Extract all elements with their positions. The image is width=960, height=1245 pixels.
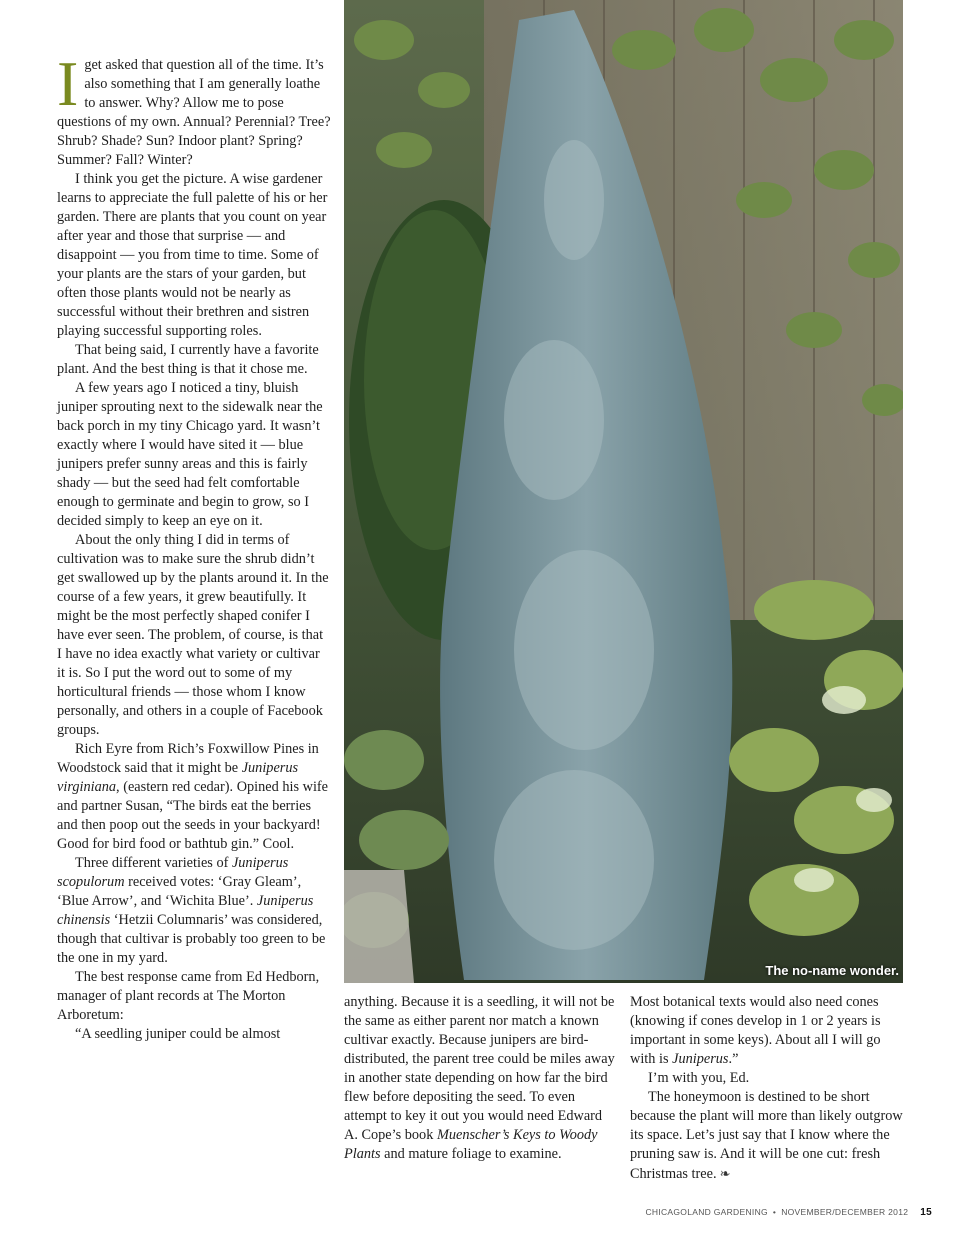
juniper-photo	[344, 0, 903, 983]
photo-caption: The no-name wonder.	[765, 963, 899, 978]
footer-separator: •	[772, 1207, 777, 1217]
page-number: 15	[920, 1207, 932, 1218]
paragraph-best-response: The best response came from Ed Hedborn, manager of plant records at The Morton Arboretum:	[57, 969, 320, 1023]
paragraph-palette: I think you get the picture. A wise gardener learns to appreciate the full palette of his or her garden. There are plants that you count on year after year and those that surprise — and disappoint — you from time to time. Some of your plants are the stars of your garden, but often those plants would not be nearly as successful without their brethren and sistren playing successful supporting roles.	[57, 171, 328, 339]
paragraph-few-years: A few years ago I noticed a tiny, bluish juniper sprouting next to the sidewalk near the back porch in my tiny Chicago yard. It wasn’t exactly where I would have sited it — blue junipers prefer sunny areas and this is fairly shady — but the seed had felt comfortable enough to germinate and begin to grow, so I decided simply to keep an eye on it.	[57, 380, 323, 529]
paragraph-quote-start: “A seedling juniper could be almost	[75, 1026, 281, 1042]
paragraph-rich-eyre: Rich Eyre from Rich’s Foxwillow Pines in Woodstock said that it might be Juniperus virginiana, (eastern red cedar). Opined his wife and partner Susan, “The birds eat the berries and then poop out the seeds in your backyard! Good for bird food or bathtub gin.” Cool.	[57, 741, 329, 852]
paragraph-quote-continued: anything. Because it is a seedling, it will not be the same as either parent nor match a known cultivar exactly. Because junipers are bird-distributed, the parent tree could be miles away in another state depending on how far the bird flew before depositing the seed. To even attempt to key it out you would need Edward A. Cope’s book Muenscher’s Keys to Woody Plants and mature foliage to examine.	[344, 994, 615, 1162]
article-column-3	[630, 993, 903, 1184]
paragraph-honeymoon: The honeymoon is destined to be short because the plant will more than likely outgrow its space. Let’s just say that I know where the pruning saw is. And it will be one cut: fresh Christmas tree. ❧	[630, 1089, 903, 1182]
paragraph-favorite: That being said, I currently have a favorite plant. And the best thing is that it chose me.	[57, 342, 319, 377]
paragraph-with-you-ed: I’m with you, Ed.	[648, 1070, 750, 1086]
drop-cap: I	[57, 48, 79, 119]
paragraph-botanical-texts: Most botanical texts would also need cones (knowing if cones develop in 1 or 2 years is important in some keys). About all I will go with is Juniperus.”	[630, 994, 881, 1067]
paragraph-three-varieties: Three different varieties of Juniperus scopulorum received votes: ‘Gray Gleam’, ‘Blue Arrow’, and ‘Wichita Blue’. Juniperus chinensis ‘Hetzii Columnaris’ was considered, though that cultivar is probably too green to be the one in my yard.	[57, 855, 326, 966]
page-footer	[645, 1207, 932, 1218]
leaf-end-mark-icon: ❧	[719, 1166, 731, 1181]
paragraph-intro: Iget asked that question all of the time. It’s also something that I am generally loathe to answer. Why? Allow me to pose questions of my own. Annual? Perennial? Tree? Shrub? Shade? Sun? Indoor plant? Spring? Summer? Fall? Winter?	[57, 48, 331, 168]
publication-name: CHICAGOLAND GARDENING	[645, 1207, 768, 1217]
paragraph-cultivation: About the only thing I did in terms of cultivation was to make sure the shrub didn’t get swallowed up by the plants around it. In the course of a few years, it grew beautifully. It might be the most perfectly shaped conifer I have ever seen. The problem, of course, is that I have no idea exactly what variety or cultivar it is. So I put the word out to some of my horticultural friends — those whom I know personally, and others in a couple of Facebook groups.	[57, 532, 329, 738]
issue-date: NOVEMBER/DECEMBER 2012	[781, 1207, 909, 1217]
juniper-photo-illustration	[344, 0, 903, 983]
article-column-1	[57, 48, 331, 1044]
article-column-2	[344, 993, 617, 1164]
